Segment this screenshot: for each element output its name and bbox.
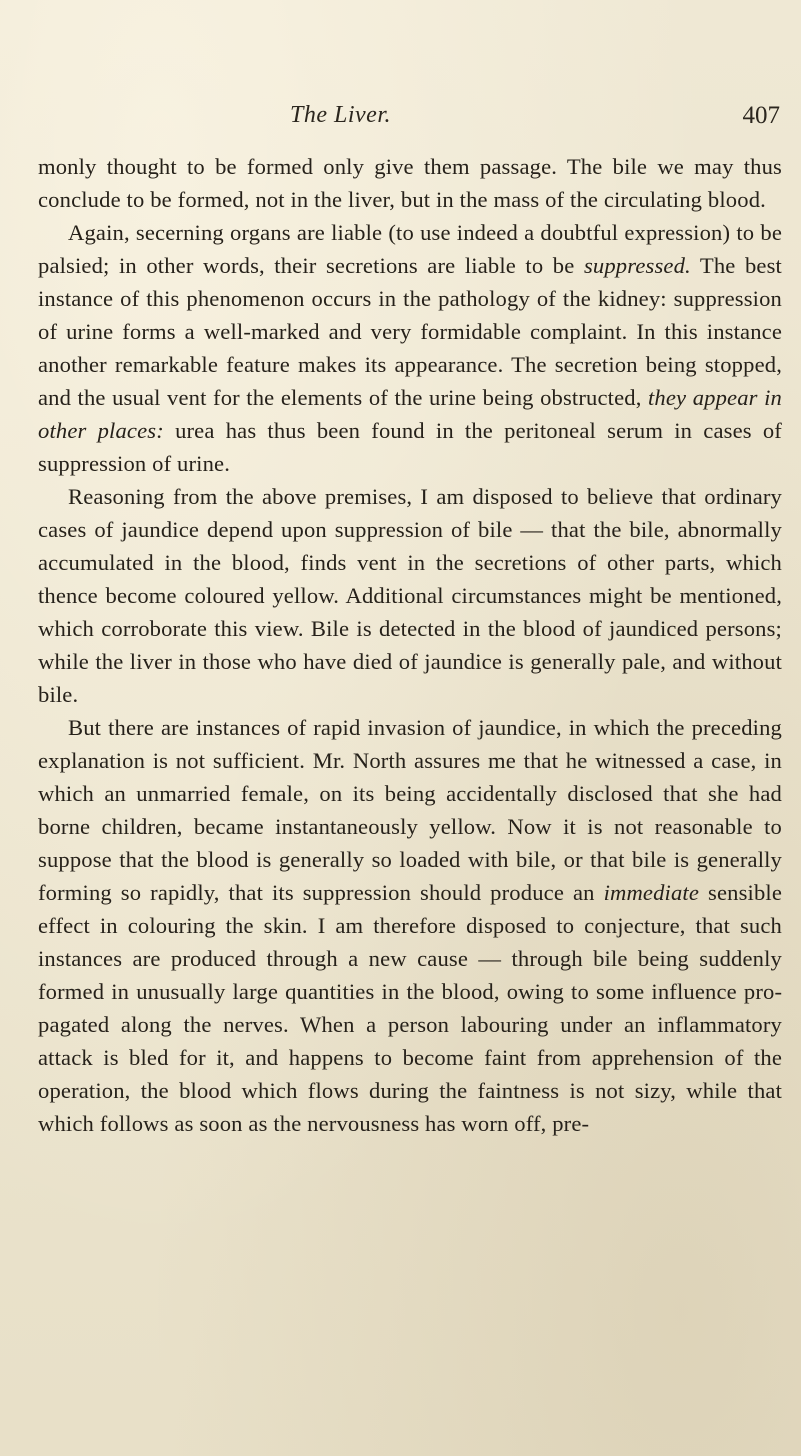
running-title: The Liver. [290, 102, 391, 128]
running-head [30, 102, 790, 136]
paragraph [38, 216, 782, 480]
italic-text-run: immediate [603, 880, 700, 905]
text-run: Again, secerning organs are liable (to use indeed a doubtful expression) to be palsied; in other words, their secretions are liable to be [38, 220, 782, 278]
text-run: sensible effect in colouring the skin. I am therefore disposed to conjecture, that such instances are produced through a new cause — through bile being suddenly formed in unusually large quantities in the blood, owing to some influence propagated along the nerves. When a person labouring under an inflammatory attack is bled for it, and happens to become faint from apprehension of the operation, the blood which flows during the faintness is not sizy, while that which follows as soon as the nervousness has worn off, pre- [38, 880, 782, 1136]
text-run: But there are instances of rapid invasion of jaundice, in which the preceding explanation is not sufficient. Mr. North assures me that he witnessed a case, in which an unmarried female, on its being accidentally disclosed that she had borne children, became instantaneously yellow. Now it is not reasonable to suppose that the blood is generally so loaded with bile, or that bile is generally forming so rapidly, that its suppression should produce an [38, 715, 782, 905]
italic-text-run: suppressed. [583, 253, 691, 278]
paragraph [38, 480, 782, 711]
paragraph [38, 150, 782, 216]
text-run: urea has thus been found in the peritoneal serum in cases of suppression of urine. [38, 418, 782, 476]
text-run: Reasoning from the above premises, I am disposed to believe that ordinary cases of jaundice depend upon suppression of bile — that the bile, abnormally accumulated in the blood, finds vent in the secretions of other parts, which thence become coloured yellow. Additional circumstances might be mentioned, which corroborate this view. Bile is detected in the blood of jaundiced persons; while the liver in those who have died of jaundice is generally pale, and without bile. [38, 484, 782, 707]
page-number: 407 [742, 102, 780, 129]
text-run: The best instance of this phenomenon occurs in the pathology of the kidney: suppression of urine forms a well-marked and very formidable complaint. In this instance another remarkable feature makes its appearance. The secretion being stopped, and the usual vent for the elements of the urine being obstructed, [38, 253, 782, 410]
text-run: monly thought to be formed only give them passage. The bile we may thus conclude to be formed, not in the liver, but in the mass of the circulating blood. [38, 154, 782, 212]
body-text [38, 150, 782, 1140]
paragraph [38, 711, 782, 1140]
italic-text-run: they appear in other places: [38, 385, 782, 443]
